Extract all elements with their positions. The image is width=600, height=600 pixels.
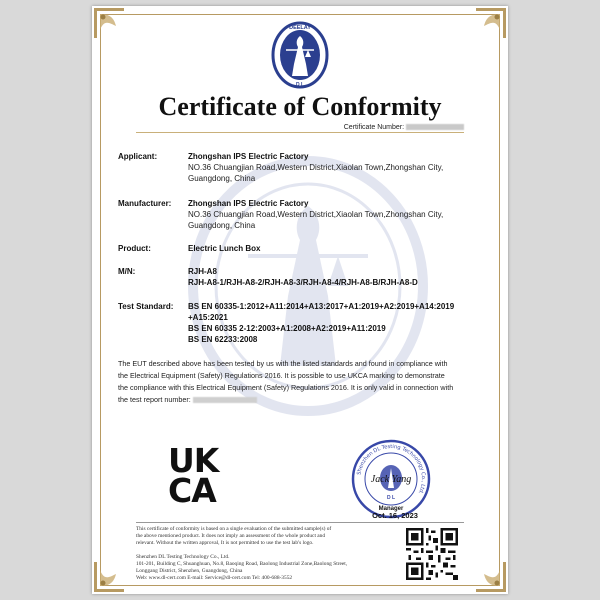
standard-line: BS EN 60335-1:2012+A11:2014+A13:2017+A1:2019+A2:2019+A14:2019 [188,302,455,311]
model-line-1: RJH-A8 [188,267,217,276]
corner-ornament-icon [92,560,126,594]
deelay-logo [270,20,330,90]
svg-text:Jack Yang: Jack Yang [370,474,412,485]
corner-ornament-icon [474,6,508,40]
standard-line: BS EN 62233:2008 [188,335,258,344]
svg-text:D L: D L [386,495,396,501]
certificate-page [92,6,508,594]
disclaimer-line: relevant. Without the written approval, It is not permitted to use the test lab's logo. [136,540,314,546]
disclaimer-line: This certificate of conformity is based on a single evaluation of the submitted sample(s) of [136,526,332,532]
model-label: M/N: [118,267,136,276]
corner-ornament-icon [92,6,126,40]
qr-code-icon[interactable] [406,528,458,580]
ukca-line-1: UK [168,441,219,480]
statement-line: the compliance with this Electrical Equipment (Safety) Regulations 2016. It is only valid in connection with [118,383,454,392]
manufacturer-address-1: NO.36 Chuangjian Road,Western District,Xiaolan Town,Zhongshan City, [188,210,444,219]
manufacturer-label: Manufacturer: [118,199,172,208]
cert-number-redacted [406,124,464,130]
company-name: Shenzhen DL Testing Technology Co., Ltd. [136,554,230,560]
applicant-address-2: Guangdong, China [188,174,256,183]
model-value [188,266,488,288]
disclaimer-line: the above mentioned product. It does not imply an assessment of the whole product and [136,533,326,539]
footer-rule [136,522,464,523]
ukca-mark [168,441,232,510]
model-line-2: RJH-A8-1/RJH-A8-2/RJH-A8-3/RJH-A8-4/RJH-A8-B/RJH-A8-D [188,278,418,287]
ukca-line-2: CA [168,471,216,510]
manufacturer-name: Zhongshan IPS Electric Factory [188,199,309,208]
corner-ornament-icon [474,560,508,594]
statement-line: the test report number: [118,395,191,404]
standard-value [188,301,488,345]
product-value: Electric Lunch Box [188,244,261,253]
standard-label: Test Standard: [118,302,174,311]
company-address-1: 101-201, Building C, Shuanghuan, No.8, Baoqing Road, Baolong Industrial Zone,Baolong Street, [136,561,348,567]
company-info [136,554,406,582]
applicant-label: Applicant: [118,152,158,161]
product-label: Product: [118,244,151,253]
company-seal-stamp [350,438,432,520]
standard-line: BS EN 60335 2-12:2003+A1:2008+A2:2019+A11:2019 [188,324,386,333]
manufacturer-value [188,198,488,231]
issue-date: Oct. 16, 2023 [372,511,418,520]
disclaimer [136,526,406,547]
logo-bottom-text: D L [295,82,305,88]
standard-line: +A15:2021 [188,313,228,322]
title-rule [136,132,464,133]
page-title: Certificate of Conformity [158,92,442,121]
applicant-name: Zhongshan IPS Electric Factory [188,152,309,161]
svg-text:Manager: Manager [378,506,404,512]
statement-line: The EUT described above has been tested by us with the listed standards and found in compliance with [118,359,448,368]
applicant-value [188,151,488,184]
cert-number-label: Certificate Number: [343,124,405,131]
company-address-2: Longgang District, Shenzhen, Guangdong, China [136,568,243,574]
cert-number [341,124,464,131]
logo-top-text: DEELAY [289,25,311,31]
svg-text:Shenzhen DL Testing Technology: Shenzhen DL Testing Technology Co., Ltd. [356,443,427,496]
company-contact: Web: www.dl-cert.com E-mail: Service@dl-cert.com Tel: 400-688-3552 [136,575,293,581]
report-number-redacted [193,397,257,403]
manufacturer-address-2: Guangdong, China [188,221,256,230]
applicant-address-1: NO.36 Chuangjian Road,Western District,Xiaolan Town,Zhongshan City, [188,163,444,172]
compliance-statement [118,358,486,406]
statement-line: the Electrical Equipment (Safety) Regulations 2016. It is possible to use UKCA marking to demonstrate [118,371,445,380]
